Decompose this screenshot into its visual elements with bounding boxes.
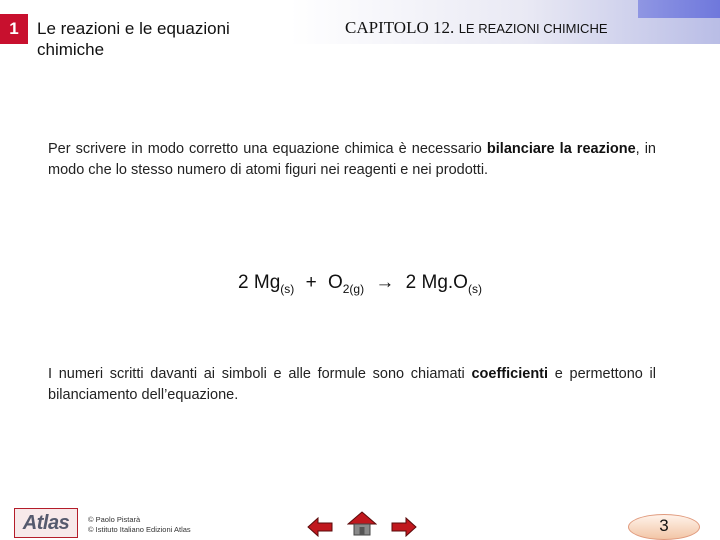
- chemical-equation: [0, 272, 720, 296]
- home-button[interactable]: [347, 513, 377, 535]
- chapter-title: [345, 18, 608, 38]
- equation-plus: +: [305, 272, 317, 293]
- credit-publisher: © Istituto Italiano Edizioni Atlas: [88, 525, 191, 534]
- equation-reactant-o2: O: [327, 272, 343, 293]
- arrow-left-icon: [306, 517, 334, 537]
- explanation-text-1: I numeri scritti davanti ai simboli e alle formule sono chiamati: [48, 366, 472, 382]
- back-button[interactable]: [305, 516, 335, 538]
- intro-paragraph: [48, 139, 656, 181]
- equation-reactant-mg: 2 Mg: [238, 272, 281, 293]
- atlas-logo: [14, 508, 78, 538]
- chapter-subtitle: LE REAZIONI CHIMICHE: [458, 21, 608, 36]
- home-icon: [347, 511, 377, 537]
- credit-author: © Paolo Pistarà: [88, 515, 141, 524]
- explanation-paragraph: [48, 364, 656, 406]
- equation-product: 2 Mg.O: [405, 272, 468, 293]
- equation-index-o2: 2(g): [342, 281, 365, 296]
- intro-text-2: , in modo che lo stesso numero di atomi figuri nei reagenti e nei prodotti.: [48, 141, 656, 178]
- atlas-logo-text: Atlas: [22, 511, 70, 534]
- equation-arrow: →: [375, 272, 395, 293]
- forward-button[interactable]: [389, 516, 419, 538]
- explanation-bold-term: coefficienti: [471, 366, 549, 382]
- explanation-text-2: e permettono il bilanciamento dell’equazione.: [48, 366, 656, 403]
- credits: [88, 515, 191, 535]
- arrow-right-icon: [390, 517, 418, 537]
- section-title: Le reazioni e le equazioni chimiche: [37, 19, 230, 59]
- intro-bold-term: bilanciare la reazione: [486, 141, 636, 157]
- chapter-label: CAPITOLO 12.: [345, 18, 455, 37]
- equation-state-mg: (s): [280, 281, 295, 296]
- section-number-badge: [0, 14, 28, 44]
- chapter-accent-tab: [638, 0, 720, 18]
- section-number: 1: [9, 19, 19, 38]
- intro-text-1: Per scrivere in modo corretto una equazione chimica è necessario: [48, 141, 487, 157]
- page-number: 3: [659, 516, 669, 535]
- equation-state-product: (s): [467, 281, 482, 296]
